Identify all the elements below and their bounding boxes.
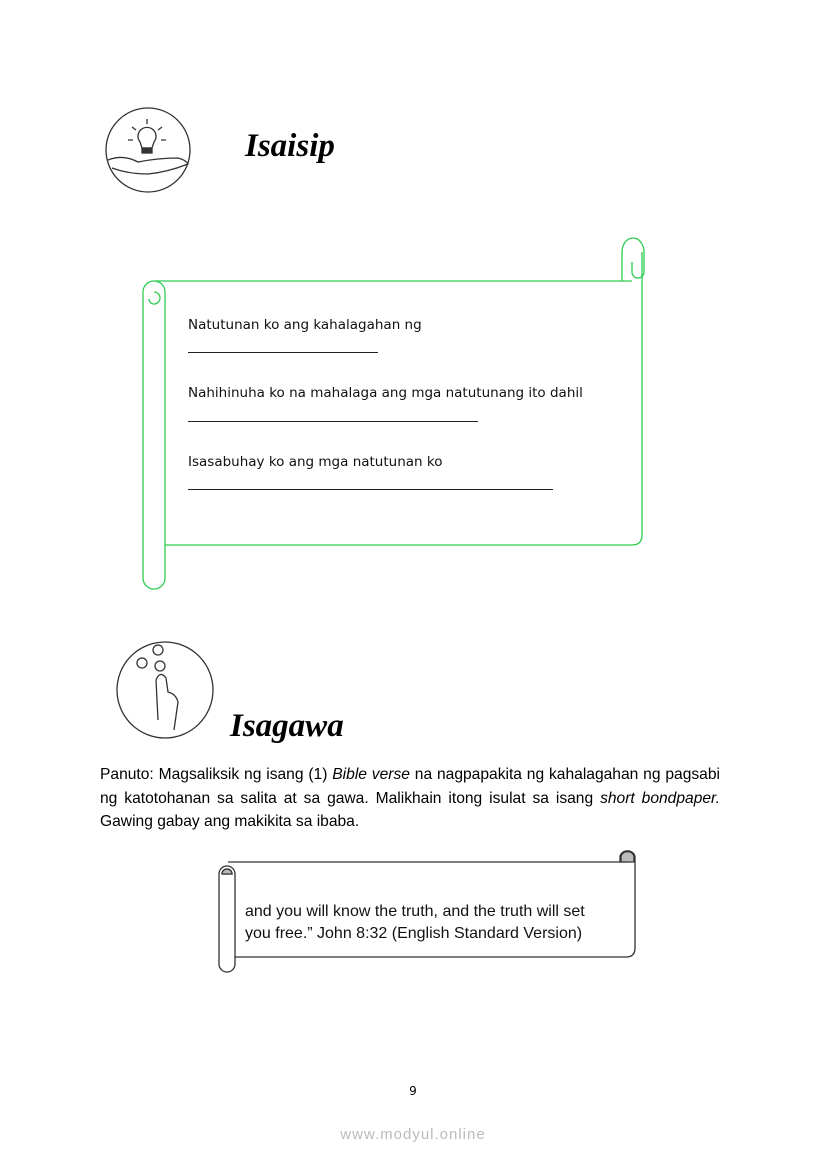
isagawa-title: Isagawa [230, 708, 344, 744]
instr-text: Gawing gabay ang makikita sa ibaba. [100, 813, 360, 830]
watermark: www.modyul.online [340, 1126, 486, 1143]
instr-text: na nagpapakita ng kahalagahan ng pagsabi ng katotohanan sa salita at sa gawa. Malikhain itong isulat sa isang [100, 766, 720, 807]
gears-hand-icon [117, 642, 213, 738]
verse-line-2: you free.” John 8:32 (English Standard Version) [245, 925, 583, 942]
answer-blank-3[interactable] [188, 489, 553, 490]
answer-blank-1[interactable] [188, 352, 378, 353]
green-scroll [143, 238, 644, 589]
answer-blank-2[interactable] [188, 421, 478, 422]
reflection-line-3: Isasabuhay ko ang mga natutunan ko [188, 454, 443, 470]
reflection-line-2: Nahihinuha ko na mahalaga ang mga natutunang ito dahil [188, 385, 583, 401]
instr-text: Panuto: Magsaliksik ng isang (1) [100, 766, 333, 783]
instr-italic: Bible verse [332, 766, 410, 783]
instructions [100, 763, 720, 834]
verse-line-1: and you will know the truth, and the truth will set [245, 903, 585, 920]
lightbulb-hand-icon [106, 108, 190, 192]
instr-italic: short bondpaper. [600, 789, 720, 807]
reflection-line-1: Natutunan ko ang kahalagahan ng [188, 317, 422, 333]
isaisip-title: Isaisip [245, 128, 335, 164]
page-number: 9 [409, 1084, 417, 1098]
